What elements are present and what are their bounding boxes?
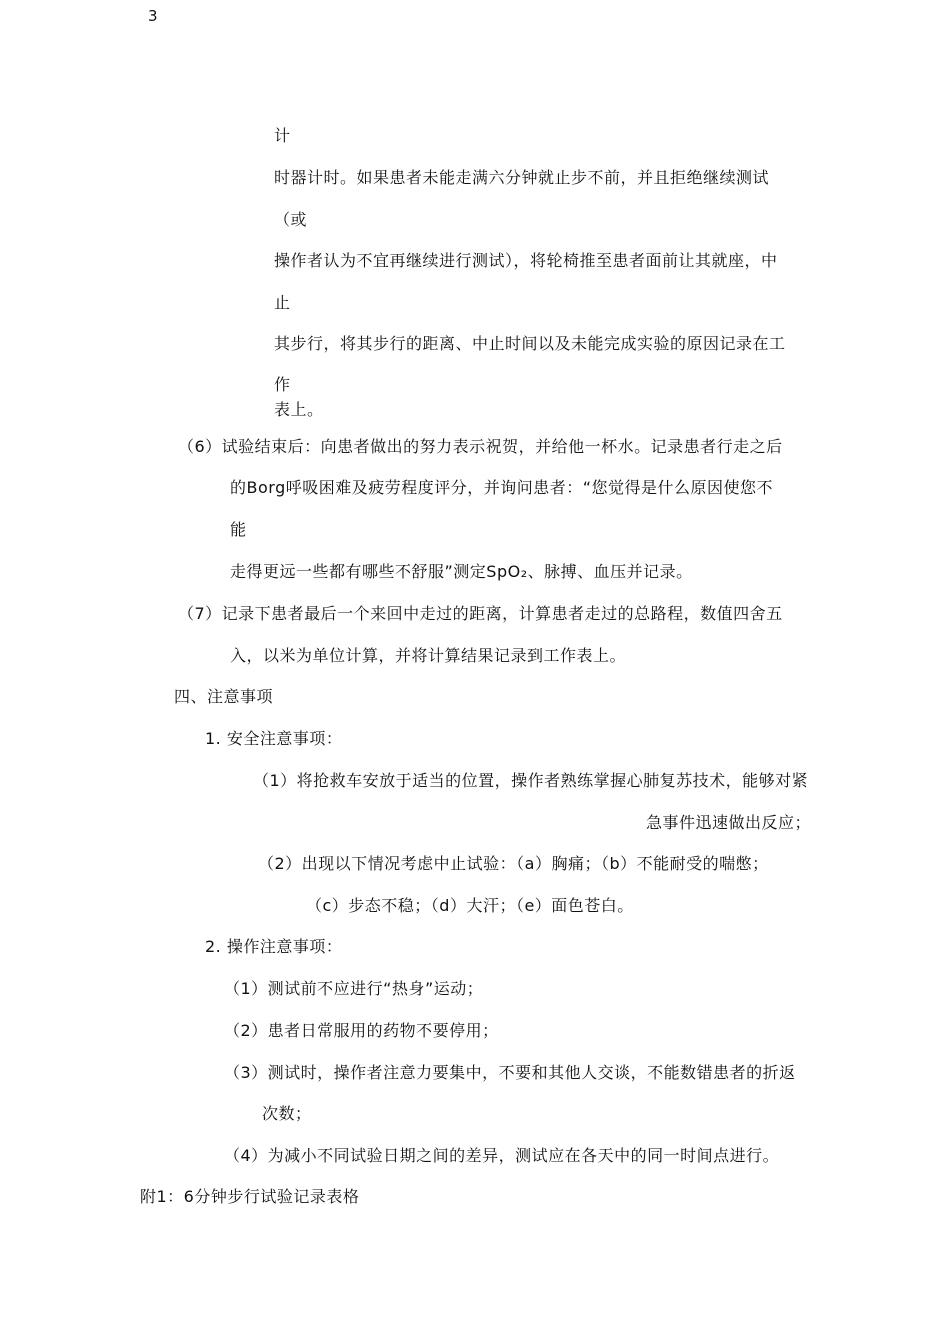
- text-line: 能: [230, 520, 247, 539]
- text-line: 的Borg呼吸困难及疲劳程度评分，并询问患者：“您觉得是什么原因使您不: [230, 478, 774, 497]
- appendix-title: 附1：6分钟步行试验记录表格: [140, 1187, 360, 1206]
- text-line: （2）出现以下情况考虑中止试验：（a）胸痛；（b）不能耐受的喘憋；: [258, 854, 769, 873]
- text-line: （6）试验结束后：向患者做出的努力表示祝贺，并给他一杯水。记录患者行走之后: [178, 437, 783, 456]
- text-line: （或: [274, 210, 308, 229]
- page-number: 3: [148, 7, 159, 25]
- subsection-title: 1. 安全注意事项：: [205, 729, 343, 748]
- text-line: （3）测试时，操作者注意力要集中，不要和其他人交谈，不能数错患者的折返: [224, 1063, 796, 1082]
- text-line: 表上。: [274, 400, 324, 419]
- text-line: 止: [274, 293, 291, 312]
- text-line: 时器计时。如果患者未能走满六分钟就止步不前，并且拒绝继续测试: [274, 168, 770, 187]
- text-line: 作: [274, 375, 291, 394]
- section-heading: 四、注意事项: [174, 687, 274, 706]
- text-line: 走得更远一些都有哪些不舒服”测定SpO₂、脉搏、血压并记录。: [230, 562, 693, 581]
- text-line: （1）测试前不应进行“热身”运动；: [224, 979, 484, 998]
- text-line: 次数；: [262, 1104, 312, 1123]
- text-line: 急事件迅速做出反应；: [646, 813, 812, 832]
- text-line: 计: [274, 126, 291, 145]
- text-line: （1）将抢救车安放于适当的位置，操作者熟练掌握心肺复苏技术，能够对紧: [253, 771, 809, 790]
- text-line: 其步行，将其步行的距离、中止时间以及未能完成实验的原因记录在工: [274, 334, 786, 353]
- text-line: 操作者认为不宜再继续进行测试），将轮椅推至患者面前让其就座，中: [274, 251, 778, 270]
- text-line: （7）记录下患者最后一个来回中走过的距离，计算患者走过的总路程，数值四舍五: [178, 604, 783, 623]
- subsection-title: 2. 操作注意事项：: [205, 937, 343, 956]
- text-line: （4）为减小不同试验日期之间的差异，测试应在各天中的同一时间点进行。: [224, 1146, 780, 1165]
- text-line: （2）患者日常服用的药物不要停用；: [224, 1021, 499, 1040]
- text-line: （c）步态不稳；（d）大汗；（e）面色苍白。: [306, 896, 634, 915]
- text-line: 入，以米为单位计算，并将计算结果记录到工作表上。: [230, 646, 627, 665]
